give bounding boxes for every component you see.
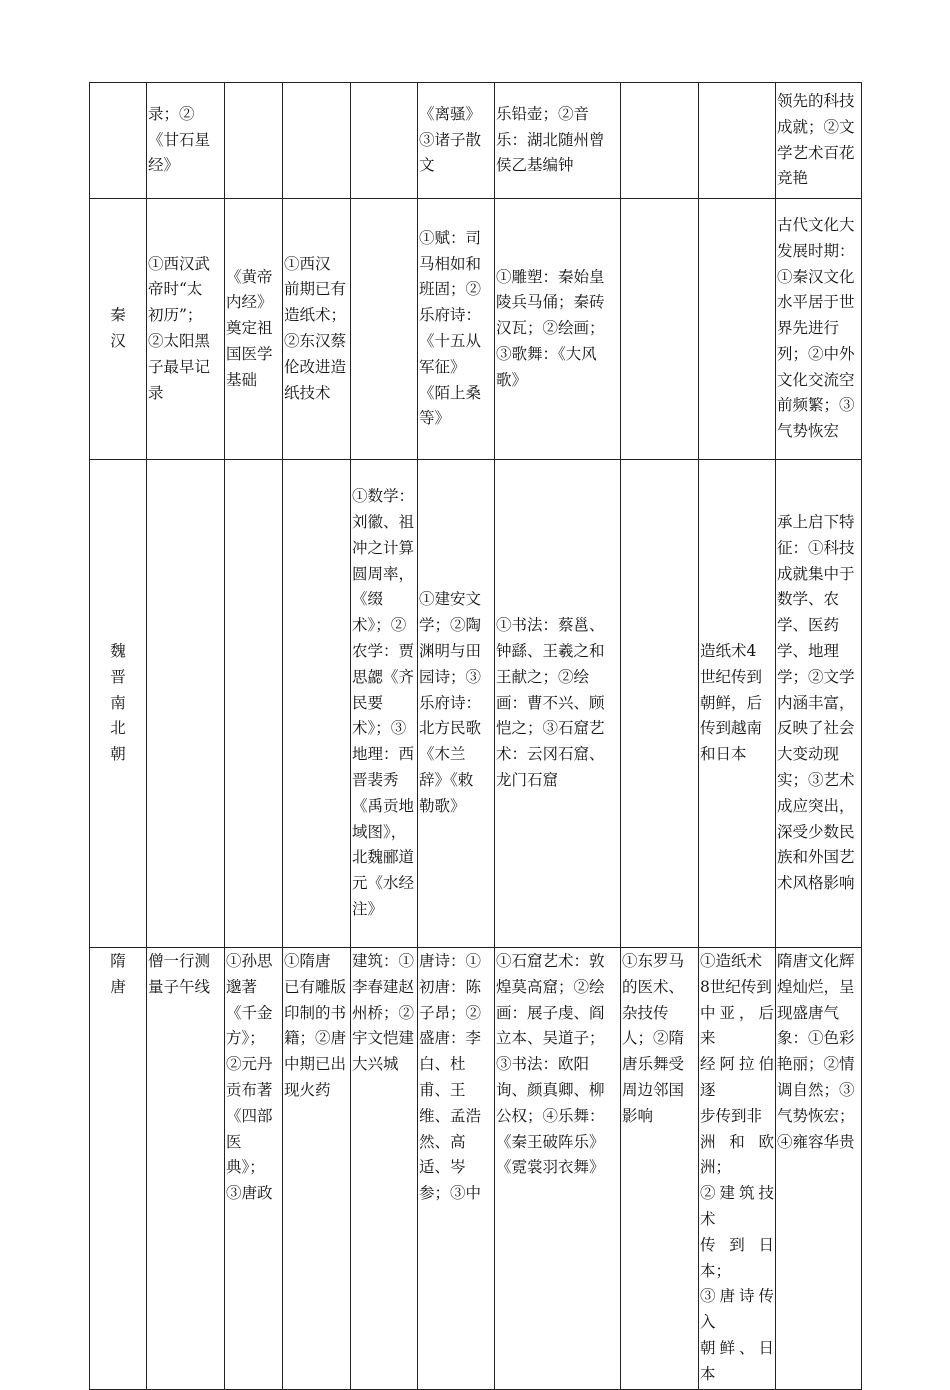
cell-line: 《离骚》 xyxy=(419,104,482,123)
table-cell-col8 xyxy=(699,460,776,948)
cell-line: 学、地理 xyxy=(777,642,840,660)
cell-line: 和日本 xyxy=(700,745,747,764)
cell-line: 汉瓦；②绘画； xyxy=(496,319,605,338)
cell-line: 侯乙基编钟 xyxy=(496,156,574,175)
cell-line: 民要 xyxy=(352,693,384,712)
cell-line: ①东罗马 xyxy=(622,952,685,970)
table-cell-col4 xyxy=(351,199,418,460)
cell-line: 印制的书 xyxy=(284,1003,347,1022)
table-cell-col9 xyxy=(776,948,862,1390)
cell-line: 造纸术4 xyxy=(700,642,757,660)
cell-line: 立本、吴道子； xyxy=(496,1029,605,1048)
cell-line: 传到越南 xyxy=(700,719,763,738)
cell-line: 族和外国艺 xyxy=(777,848,855,867)
cell-line: 煌灿烂，呈 xyxy=(777,977,855,996)
cell-line: 邈著 xyxy=(226,977,258,996)
table-cell-col1 xyxy=(147,948,225,1390)
cell-line: 魏 xyxy=(110,642,126,660)
cell-line: 大兴城 xyxy=(352,1055,399,1074)
cell-line: 气势恢宏； xyxy=(777,1106,855,1125)
cell-line: 煌莫高窟；②绘 xyxy=(496,977,605,996)
culture-table xyxy=(89,82,862,1390)
cell-line: 8世纪传到 xyxy=(700,977,772,996)
cell-line: 竞艳 xyxy=(777,169,809,188)
table-cell-col4 xyxy=(351,83,418,199)
cell-line: 内经》 xyxy=(226,293,273,312)
table-cell-col5 xyxy=(418,460,495,948)
cell-line: 龙门石窟 xyxy=(496,770,559,789)
cell-line: 宇文恺建 xyxy=(352,1029,415,1048)
cell-line: 前频繁；③ xyxy=(777,396,855,415)
table-cell-col6 xyxy=(495,948,621,1390)
cell-line: 唐诗：① xyxy=(419,952,482,970)
cell-line: 渊明与田 xyxy=(419,642,482,660)
table-cell-col8 xyxy=(699,199,776,460)
cell-line: 成就；②文 xyxy=(777,117,855,136)
cell-line: 成就集中于 xyxy=(777,564,855,583)
table-cell-col7 xyxy=(621,199,699,460)
cell-line: 隋唐文化辉 xyxy=(777,952,855,970)
cell-line: 朝鲜、日本 xyxy=(700,1338,774,1383)
table-cell-col1 xyxy=(147,83,225,199)
table-cell-col4 xyxy=(351,460,418,948)
cell-line: 造纸术； xyxy=(284,306,347,325)
table-cell-col1 xyxy=(147,199,225,460)
cell-line: ①赋：司 xyxy=(419,228,482,247)
cell-line: 子最早记 xyxy=(148,357,211,376)
cell-line: 方》； xyxy=(226,1029,265,1048)
cell-line: 古代文化大 xyxy=(777,215,855,234)
cell-line: 籍；②唐 xyxy=(284,1029,347,1048)
table-cell-col1 xyxy=(147,460,225,948)
cell-line: 参；③中 xyxy=(419,1184,482,1203)
cell-line: 《四部 xyxy=(226,1106,273,1125)
cell-line: 隋 xyxy=(110,952,126,970)
cell-line: 唐 xyxy=(110,977,126,996)
table-cell-col8 xyxy=(699,83,776,199)
cell-line: 数学、农 xyxy=(777,590,840,609)
cell-line: 术》；③ xyxy=(352,719,407,738)
cell-line: 基础 xyxy=(226,370,258,389)
table-cell-col2 xyxy=(225,460,283,948)
cell-line: 刘徽、祖 xyxy=(352,513,415,532)
cell-line: 承上启下特 xyxy=(777,513,855,532)
table-cell-col3 xyxy=(283,199,351,460)
cell-line: 传到日本； xyxy=(700,1235,774,1280)
cell-line: 盛唐：李 xyxy=(419,1029,482,1048)
cell-line: ①造纸术 xyxy=(700,952,763,970)
cell-line: 画：展子虔、阎 xyxy=(496,1003,605,1022)
cell-line: 大变动现 xyxy=(777,745,840,764)
cell-line: 贡布著 xyxy=(226,1080,273,1099)
cell-line: 内涵丰富， xyxy=(777,693,855,712)
cell-line: 冲之计算 xyxy=(352,538,415,557)
cell-line: 伦改进造 xyxy=(284,357,347,376)
cell-line: 水平居于世 xyxy=(777,293,855,312)
cell-line: ②东汉蔡 xyxy=(284,332,347,350)
cell-line: 人；②隋 xyxy=(622,1029,685,1048)
table-cell-col5 xyxy=(418,948,495,1390)
cell-line: 晋裴秀 xyxy=(352,770,399,789)
cell-line: ③唐诗传入 xyxy=(700,1287,774,1332)
cell-line: 初唐：陈 xyxy=(419,977,482,996)
cell-line: 学、医药 xyxy=(777,616,840,635)
era-cell xyxy=(90,948,147,1390)
cell-line: 录；② xyxy=(148,104,195,123)
table-cell-col5 xyxy=(418,83,495,199)
cell-line: ①雕塑：秦始皇 xyxy=(496,267,605,286)
cell-line: 适、岑 xyxy=(419,1158,466,1177)
cell-line: 军征》 xyxy=(419,357,466,376)
cell-line: 乐府诗： xyxy=(419,306,482,325)
cell-line: ②太阳黑 xyxy=(148,332,211,350)
cell-line: 术：云冈石窟、 xyxy=(496,745,605,764)
table-cell-col2 xyxy=(225,199,283,460)
cell-line: 王献之；②绘 xyxy=(496,667,590,686)
cell-line: 乐：湖北随州曾 xyxy=(496,130,605,149)
cell-line: 唐乐舞受 xyxy=(622,1055,685,1074)
cell-line: 象：①色彩 xyxy=(777,1029,855,1048)
cell-line: 现盛唐气 xyxy=(777,1003,840,1022)
table-cell-col7 xyxy=(621,460,699,948)
cell-line: 步传到非 xyxy=(700,1106,763,1125)
cell-line: 陵兵马俑；秦砖 xyxy=(496,293,605,312)
cell-line: 《霓裳羽衣舞》 xyxy=(496,1158,605,1177)
cell-line: 《陌上桑 xyxy=(419,383,482,402)
cell-line: 调自然；③ xyxy=(777,1080,855,1099)
cell-line: 深受少数民 xyxy=(777,822,855,841)
cell-line: 子昂；② xyxy=(419,1003,482,1022)
cell-line: 医 xyxy=(226,1132,242,1151)
cell-line: 术风格影响 xyxy=(777,874,855,893)
cell-line: 界先进行 xyxy=(777,319,840,338)
cell-line: 纸技术 xyxy=(284,383,331,402)
cell-line: 经阿拉伯逐 xyxy=(700,1055,774,1099)
cell-line: 元《水经 xyxy=(352,874,415,893)
cell-line: ③歌舞：《大风 xyxy=(496,344,597,363)
cell-line: ①孙思 xyxy=(226,952,273,970)
cell-line: 发展时期： xyxy=(777,241,855,260)
cell-line: 等》 xyxy=(419,409,451,428)
table-cell-col9 xyxy=(776,83,862,199)
cell-line: 朝 xyxy=(110,745,126,764)
table-cell-col3 xyxy=(283,460,351,948)
cell-line: 乐府诗： xyxy=(419,693,482,712)
cell-line: 询、颜真卿、柳 xyxy=(496,1080,605,1099)
cell-line: 公权；④乐舞： xyxy=(496,1106,605,1125)
cell-line: 领先的科技 xyxy=(777,91,855,110)
cell-line: 然、高 xyxy=(419,1132,466,1151)
cell-line: ①西汉 xyxy=(284,254,331,273)
cell-line: 州桥；② xyxy=(352,1003,415,1022)
cell-line: 歌》 xyxy=(496,370,528,389)
cell-line: 农学：贾 xyxy=(352,642,415,660)
cell-line: 辞》《敕 xyxy=(419,770,474,789)
cell-line: ④雍容华贵 xyxy=(777,1132,855,1151)
cell-line: 洲和欧洲； xyxy=(700,1132,774,1177)
cell-line: 汉 xyxy=(110,332,126,350)
cell-line: 地理：西 xyxy=(352,745,415,764)
cell-line: 文 xyxy=(419,156,435,175)
table-row xyxy=(90,83,862,199)
table-row xyxy=(90,460,862,948)
cell-line: 僧一行测 xyxy=(148,952,211,970)
cell-line: 典》； xyxy=(226,1158,265,1177)
cell-line: 南 xyxy=(110,693,126,712)
cell-line: 列；②中外 xyxy=(777,344,855,363)
cell-line: 实；③艺术 xyxy=(777,770,855,789)
cell-line: 《千金 xyxy=(226,1003,273,1022)
cell-line: ③书法：欧阳 xyxy=(496,1055,590,1074)
cell-line: 世纪传到 xyxy=(700,667,763,686)
era-cell xyxy=(90,199,147,460)
cell-line: 北方民歌 xyxy=(419,719,482,738)
cell-line: 学；②陶 xyxy=(419,616,482,635)
table-cell-col9 xyxy=(776,199,862,460)
cell-line: 《禹贡地 xyxy=(352,796,415,815)
cell-line: 圆周率， xyxy=(352,564,415,583)
table-row xyxy=(90,199,862,460)
cell-line: 注》 xyxy=(352,899,384,918)
cell-line: 征：①科技 xyxy=(777,538,855,557)
table-cell-col8 xyxy=(699,948,776,1390)
cell-line: 前期已有 xyxy=(284,280,347,299)
table-cell-col7 xyxy=(621,948,699,1390)
cell-line: ①书法：蔡邕、 xyxy=(496,616,605,635)
cell-line: 周边邻国 xyxy=(622,1080,685,1099)
cell-line: 北 xyxy=(110,719,126,738)
cell-line: 域图》， xyxy=(352,822,407,841)
table-cell-col6 xyxy=(495,460,621,948)
cell-line: 北魏郦道 xyxy=(352,848,415,867)
cell-line: 画：曹不兴、顾 xyxy=(496,693,605,712)
table-cell-col3 xyxy=(283,83,351,199)
cell-line: 《木兰 xyxy=(419,745,466,764)
cell-line: 马相如和 xyxy=(419,254,482,273)
table-cell-col6 xyxy=(495,83,621,199)
cell-line: ③诸子散 xyxy=(419,130,482,149)
cell-line: 班固；② xyxy=(419,280,482,299)
cell-line: 学艺术百花 xyxy=(777,143,855,162)
cell-line: 艳丽；②情 xyxy=(777,1055,855,1074)
cell-line: 录 xyxy=(148,383,164,402)
cell-line: 《缀 xyxy=(352,590,384,609)
table-cell-col5 xyxy=(418,199,495,460)
cell-line: 思勰《齐 xyxy=(352,667,415,686)
cell-line: ②元丹 xyxy=(226,1055,273,1074)
cell-line: ①秦汉文化 xyxy=(777,267,855,286)
cell-line: ②建筑技术 xyxy=(700,1184,774,1228)
cell-line: 钟繇、王羲之和 xyxy=(496,642,605,660)
cell-line: 成应突出， xyxy=(777,796,855,815)
cell-line: 杂技传 xyxy=(622,1003,669,1022)
table-cell-col4 xyxy=(351,948,418,1390)
cell-line: 《十五从 xyxy=(419,332,482,350)
cell-line: 气势恢宏 xyxy=(777,422,840,441)
cell-line: 《秦王破阵乐》 xyxy=(496,1132,605,1151)
cell-line: 秦 xyxy=(110,306,126,325)
cell-line: 反映了社会 xyxy=(777,719,855,738)
cell-line: 中亚，后来 xyxy=(700,1003,774,1048)
cell-line: 量子午线 xyxy=(148,977,211,996)
cell-line: 《黄帝 xyxy=(226,267,273,286)
cell-line: 已有雕版 xyxy=(284,977,347,996)
cell-line: 初历”； xyxy=(148,306,203,325)
cell-line: 《甘石星 xyxy=(148,130,211,149)
cell-line: 奠定祖 xyxy=(226,319,273,338)
table-row xyxy=(90,948,862,1390)
cell-line: 李春建赵 xyxy=(352,977,415,996)
cell-line: 勒歌》 xyxy=(419,796,466,815)
cell-line: 国医学 xyxy=(226,344,273,363)
cell-line: ①石窟艺术：敦 xyxy=(496,952,605,970)
cell-line: 学；②文学 xyxy=(777,667,855,686)
cell-line: ③唐政 xyxy=(226,1184,273,1203)
cell-line: 白、杜 xyxy=(419,1055,466,1074)
cell-line: 朝鲜，后 xyxy=(700,693,763,712)
cell-line: ①建安文 xyxy=(419,590,482,609)
cell-line: ①西汉武 xyxy=(148,254,211,273)
cell-line: 园诗；③ xyxy=(419,667,482,686)
table-cell-col3 xyxy=(283,948,351,1390)
cell-line: 维、孟浩 xyxy=(419,1106,482,1125)
table-cell-col2 xyxy=(225,83,283,199)
cell-line: 乐铅壶；②音 xyxy=(496,104,590,123)
table-cell-col6 xyxy=(495,199,621,460)
cell-line: ①数学： xyxy=(352,487,415,506)
table-cell-col7 xyxy=(621,83,699,199)
table-cell-col2 xyxy=(225,948,283,1390)
cell-line: 现火药 xyxy=(284,1080,331,1099)
cell-line: 恺之；③石窟艺 xyxy=(496,719,605,738)
cell-line: 甫、王 xyxy=(419,1080,466,1099)
cell-line: 经》 xyxy=(148,156,180,175)
era-cell xyxy=(90,460,147,948)
cell-line: 的医术、 xyxy=(622,977,685,996)
table-cell-col9 xyxy=(776,460,862,948)
cell-line: 晋 xyxy=(110,667,126,686)
cell-line: 文化交流空 xyxy=(777,370,855,389)
cell-line: 术》；② xyxy=(352,616,407,635)
era-cell xyxy=(90,83,147,199)
cell-line: 帝时“太 xyxy=(148,280,203,299)
cell-line: 建筑：① xyxy=(352,952,415,970)
cell-line: 中期已出 xyxy=(284,1055,347,1074)
cell-line: ①隋唐 xyxy=(284,952,331,970)
cell-line: 影响 xyxy=(622,1106,654,1125)
